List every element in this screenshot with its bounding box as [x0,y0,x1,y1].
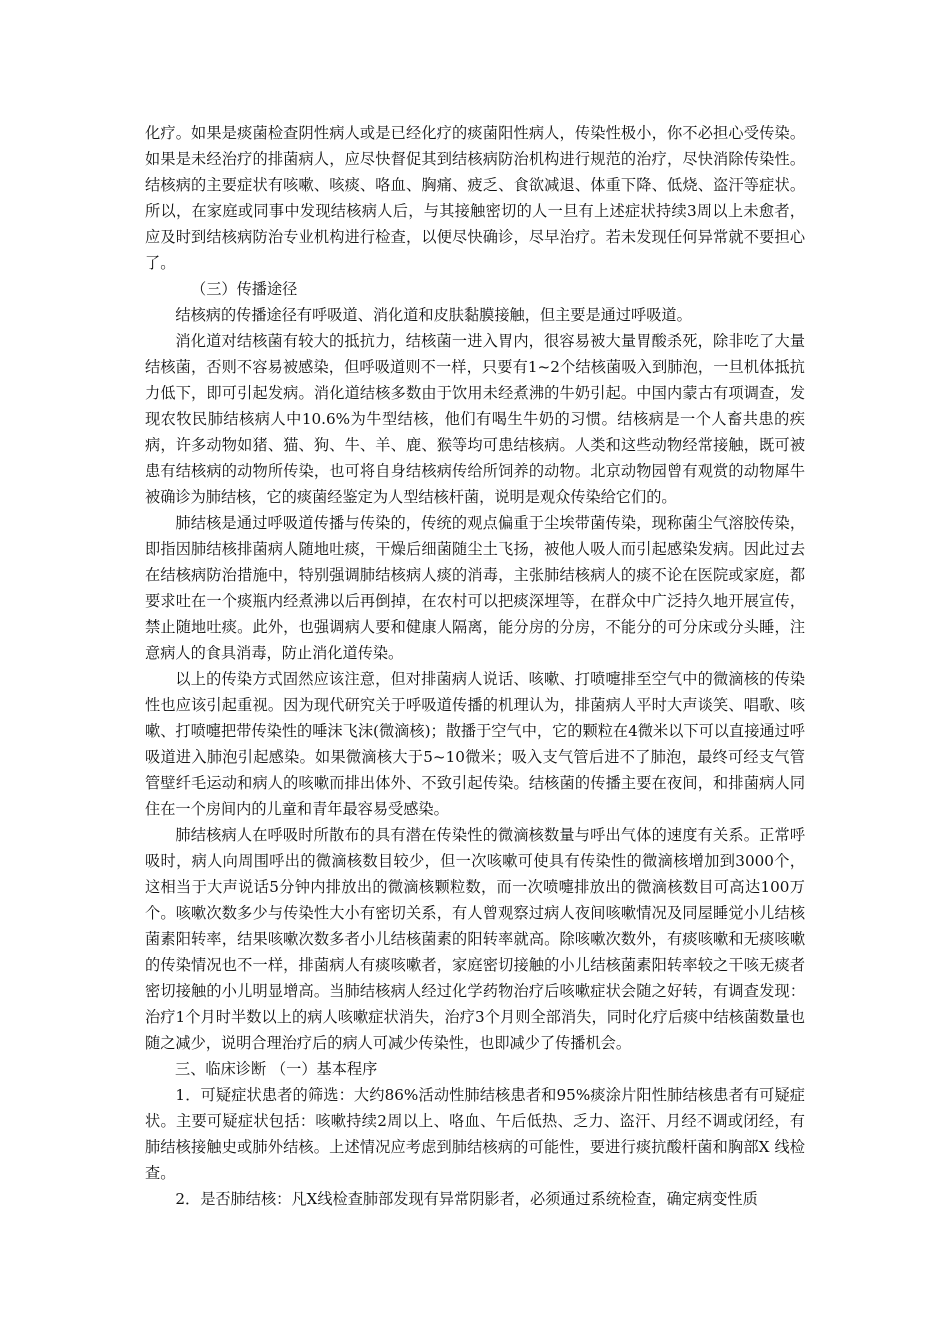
paragraph-transmission-routes: 结核病的传播途径有呼吸道、消化道和皮肤黏膜接触，但主要是通过呼吸道。 [175,306,692,324]
section-heading-diagnosis: 三、临床诊断 （一）基本程序 [175,1060,378,1078]
section-heading-transmission: （三）传播途径 [191,280,298,298]
paragraph-cough-infectivity: 肺结核病人在呼吸时所散布的具有潜在传染性的微滴核数量与呼出气体的速度有关系。正常呼吸时，病人向周围呼出的微滴核数目较少，但一次咳嗽可使具有传染性的微滴核增加到3000个，这相当于大声说话5分钟内排放出的微滴核颗粒数，而一次喷嚏排放出的微滴核数目可高达100万个。咳嗽次数多少与传染性大小有密切关系，有人曾观察过病人夜间咳嗽情况及同屋睡觉小儿结核菌素阳转率，结果咳嗽次数多者小儿结核菌素的阳转率就高。除咳嗽次数外，有痰咳嗽和无痰咳嗽的传染情况也不一样，排菌病人有痰咳嗽者，家庭密切接触的小儿结核菌素阳转率较之干咳无痰者密切接触的小儿明显增高。当肺结核病人经过化学药物治疗后咳嗽症状会随之好转，有调查发现：治疗1个月时半数以上的病人咳嗽症状消失，治疗3个月则全部消失，同时化疗后痰中结核菌数量也随之减少，说明合理治疗后的病人可减少传染性，也即减少了传播机会。 [145,826,805,1052]
paragraph-is-tuberculosis: 2．是否肺结核：凡X线检查肺部发现有异常阴影者，必须通过系统检查，确定病变性质 [175,1190,758,1208]
paragraph-continuation: 化疗。如果是痰菌检查阴性病人或是已经化疗的痰菌阳性病人，传染性极小，你不必担心受传染。如果是未经治疗的排菌病人，应尽快督促其到结核病防治机构进行规范的治疗，尽快消除传染性。结核病的主要症状有咳嗽、咳痰、咯血、胸痛、疲乏、食欲减退、体重下降、低烧、盗汗等症状。所以，在家庭或同事中发现结核病人后，与其接触密切的人一旦有上述症状持续3周以上未愈者，应及时到结核病防治专业机构进行检查，以便尽快确诊，尽早治疗。若未发现任何异常就不要担心了。 [145,124,805,272]
paragraph-screening: 1．可疑症状患者的筛选：大约86%活动性肺结核患者和95%痰涂片阳性肺结核患者有可疑症状。主要可疑症状包括：咳嗽持续2周以上、咯血、午后低热、乏力、盗汗、月经不调或闭经，有肺结核接触史或肺外结核。上述情况应考虑到肺结核病的可能性，要进行痰抗酸杆菌和胸部X 线检查。 [145,1086,805,1182]
paragraph-respiratory-tract: 肺结核是通过呼吸道传播与传染的，传统的观点偏重于尘埃带菌传染，现称菌尘气溶胶传染，即指因肺结核排菌病人随地吐痰，干燥后细菌随尘土飞扬，被他人吸人而引起感染发病。因此过去在结核病防治措施中，特别强调肺结核病人痰的消毒，主张肺结核病人的痰不论在医院或家庭，都要求吐在一个痰瓶内经煮沸以后再倒掉，在农村可以把痰深埋等，在群众中广泛持久地开展宣传，禁止随地吐痰。此外，也强调病人要和健康人隔离，能分房的分房，不能分的可分床或分头睡，注意病人的食具消毒，防止消化道传染。 [145,514,805,662]
paragraph-droplet-nuclei: 以上的传染方式固然应该注意，但对排菌病人说话、咳嗽、打喷嚏排至空气中的微滴核的传染性也应该引起重视。因为现代研究关于呼吸道传播的机理认为，排菌病人平时大声谈笑、唱歌、咳嗽、打喷嚏把带传染性的唾沫飞沫(微滴核)；散播于空气中，它的颗粒在4微米以下可以直接通过呼吸道进入肺泡引起感染。如果微滴核大于5~10微米；吸入支气管后进不了肺泡，最终可经支气管管壁纤毛运动和病人的咳嗽而排出体外、不致引起传染。结核菌的传播主要在夜间，和排菌病人同住在一个房间内的儿童和青年最容易受感染。 [145,670,805,818]
document-page [145,120,805,1212]
paragraph-digestive-tract: 消化道对结核菌有较大的抵抗力，结核菌一进入胃内，很容易被大量胃酸杀死，除非吃了大量结核菌，否则不容易被感染，但呼吸道则不一样，只要有1~2个结核菌吸入到肺泡，一旦机体抵抗力低下，即可引起发病。消化道结核多数由于饮用未经煮沸的牛奶引起。中国内蒙古有项调查，发现农牧民肺结核病人中10.6%为牛型结核，他们有喝生牛奶的习惯。结核病是一个人畜共患的疾病，许多动物如猪、猫、狗、牛、羊、鹿、猴等均可患结核病。人类和这些动物经常接触，既可被患有结核病的动物所传染，也可将自身结核病传给所饲养的动物。北京动物园曾有观赏的动物犀牛被确诊为肺结核，它的痰菌经鉴定为人型结核杆菌，说明是观众传染给它们的。 [145,332,805,506]
